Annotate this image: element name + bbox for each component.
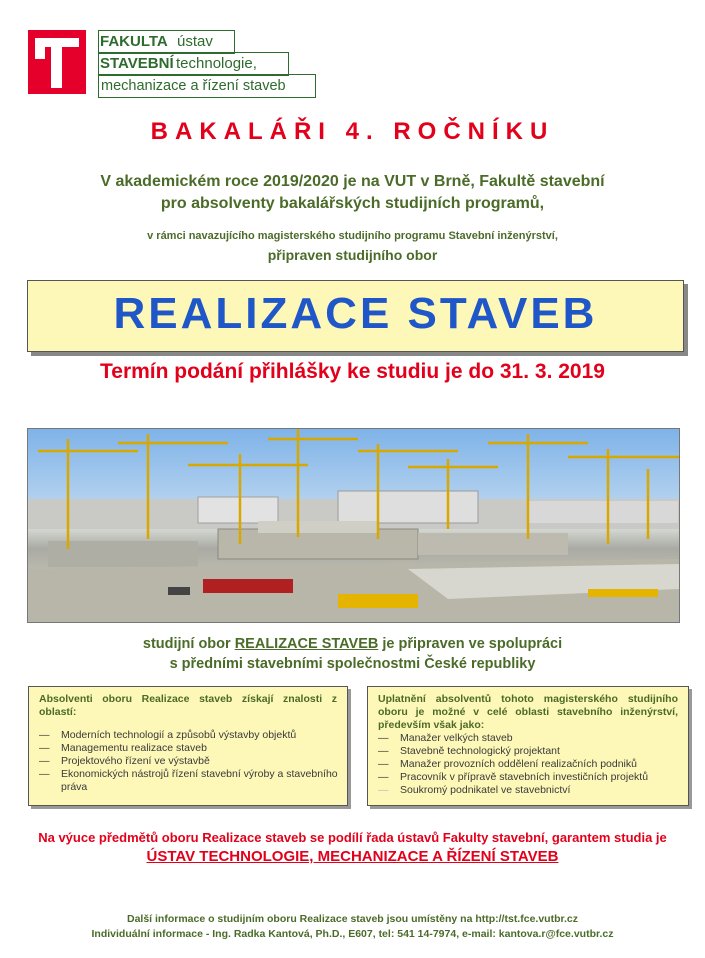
cooperation-prefix: studijní obor: [142, 636, 235, 652]
knowledge-list: [29, 729, 347, 794]
info-line-2: Individuální informace - Ing. Radka Kantová, Ph.D., E607, tel: 541 14-7974, e-mail: kantova.r@fce.vutbr.cz: [91, 928, 614, 940]
intro-line-2: pro absolventy bakalářských studijních programů,: [160, 195, 545, 212]
list-item: — Pracovník v přípravě stavebních investičních projektů: [378, 771, 649, 783]
cooperation-line-2: s předními stavebními společnostmi České republiky: [169, 656, 536, 672]
logo-technologie: technologie,: [176, 55, 257, 72]
list-item: — Manažer velkých staveb: [378, 732, 513, 744]
construction-site-photo: [27, 428, 680, 623]
list-item: — Manažer provozních oddělení realizačních podniků: [378, 758, 637, 770]
intro-line-1: V akademickém roce 2019/2020 je na VUT v Brně, Fakultě stavební: [100, 173, 605, 190]
logo-stavebni: STAVEBNÍ: [100, 55, 174, 72]
career-list: [368, 732, 688, 797]
list-item: — Managementu realizace staveb: [39, 742, 207, 754]
logo-ustav: ústav: [177, 33, 213, 50]
info-line-1: Další informace o studijním oboru Realizace staveb jsou umístěny na http://tst.fce.vutbr.cz: [126, 913, 578, 925]
banner-title: REALIZACE STAVEB: [113, 289, 598, 338]
guarantor-department: ÚSTAV TECHNOLOGIE, MECHANIZACE A ŘÍZENÍ STAVEB: [146, 848, 559, 865]
list-item: — Moderních technologií a způsobů výstavby objektů: [39, 729, 297, 741]
knowledge-box: [28, 686, 348, 806]
cooperation-program-name: REALIZACE STAVEB: [234, 636, 379, 652]
career-lead: Uplatnění absolventů tohoto magisterského studijního oboru je možné v celé oblasti stavebního inženýrství, především však jako:: [378, 693, 678, 731]
cooperation-suffix: je připraven ve spolupráci: [378, 636, 563, 652]
knowledge-lead: Absolventi oboru Realizace staveb získají znalosti z oblastí:: [39, 693, 337, 718]
intro-line-4: připraven studijního obor: [267, 247, 438, 263]
page-title: BAKALÁŘI 4. ROČNÍKU: [150, 118, 555, 145]
construction-cranes-icon: [28, 429, 679, 622]
list-item: — Soukromý podnikatel ve stavebnictví: [378, 784, 571, 796]
list-item: — Stavebně technologický projektant: [378, 745, 560, 757]
program-banner: [27, 280, 684, 352]
logo-fakulta: FAKULTA: [100, 33, 168, 50]
list-item: — Ekonomických nástrojů řízení stavební výroby a stavebního práva: [39, 768, 338, 793]
list-item: — Projektového řízení ve výstavbě: [39, 755, 210, 767]
logo-mechanizace: mechanizace a řízení staveb: [101, 78, 286, 94]
career-box: [367, 686, 689, 806]
vut-logo-icon: [28, 30, 86, 94]
intro-line-3: v rámci navazujícího magisterského studijního programu Stavební inženýrství,: [147, 230, 558, 242]
guarantor-text: Na výuce předmětů oboru Realizace staveb se podílí řada ústavů Fakulty stavební, garantem studia je: [38, 830, 667, 845]
cooperation-line-1: [0, 636, 705, 652]
deadline-text: Termín podání přihlášky ke studiu je do 31. 3. 2019: [100, 360, 605, 383]
